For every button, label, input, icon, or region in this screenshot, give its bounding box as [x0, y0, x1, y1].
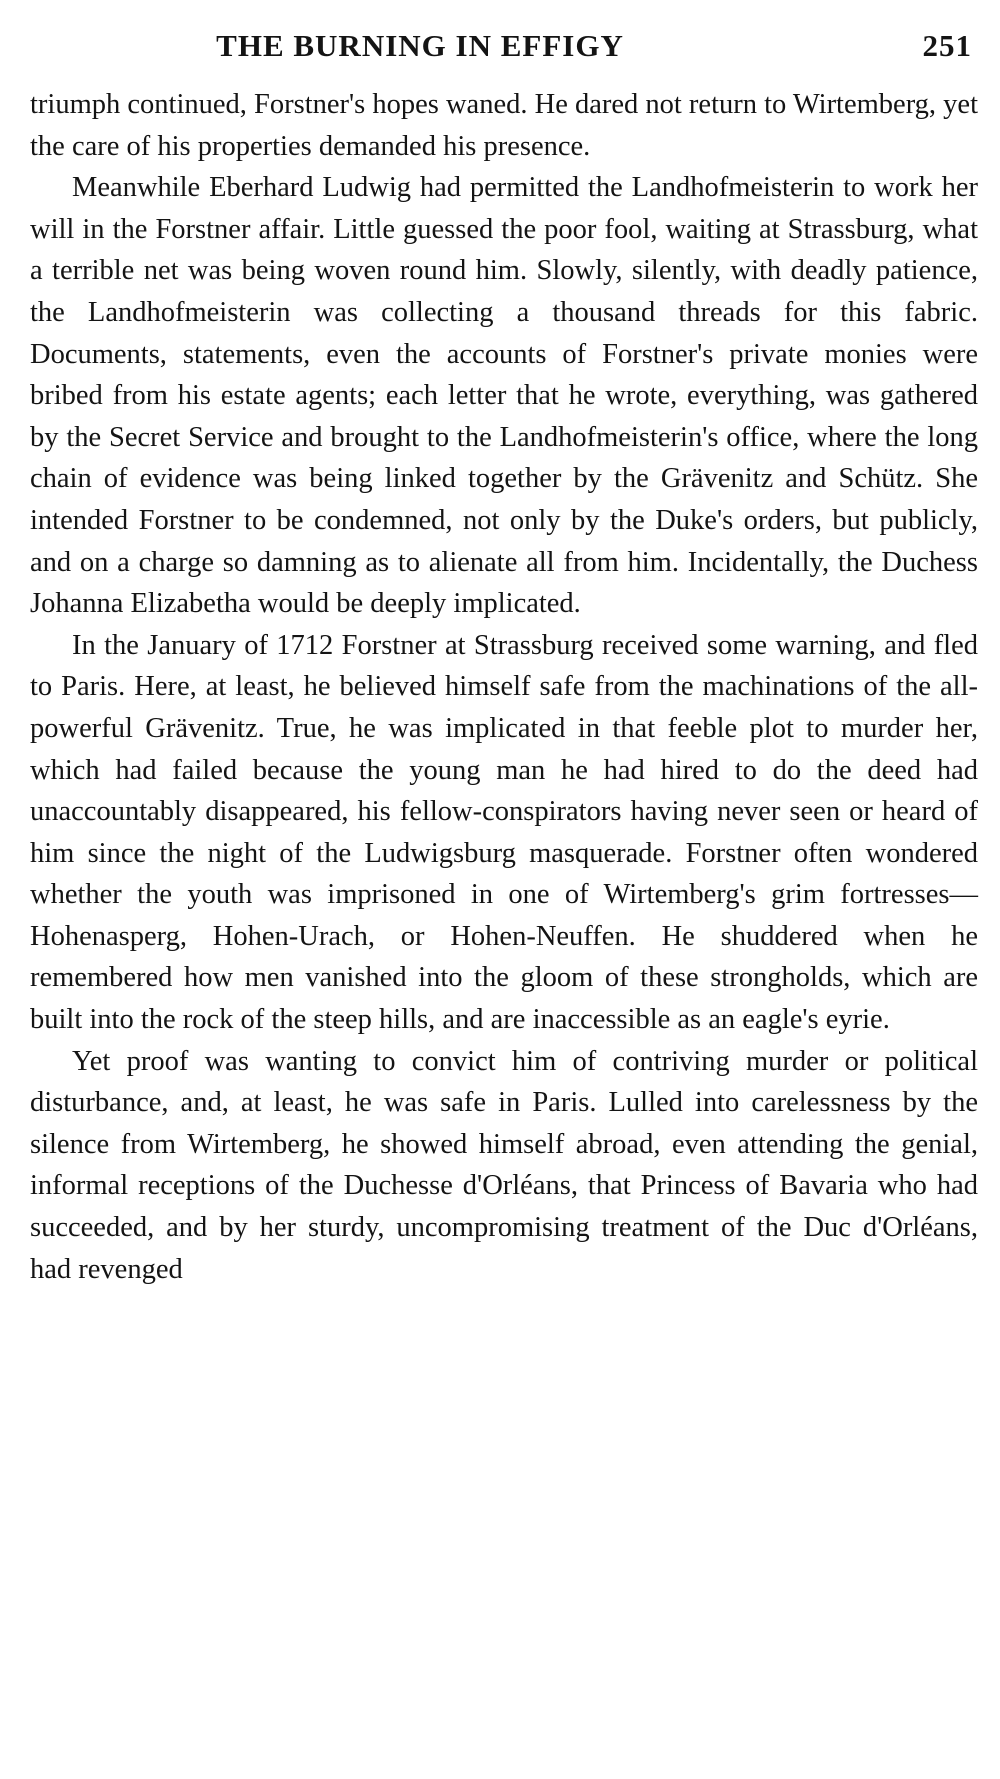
body-text	[30, 84, 978, 1290]
paragraph: In the January of 1712 Forstner at Strassburg received some warning, and fled to Paris. Here, at least, he believed himself safe from the machinations of the all-powerful Grävenitz. True, he was implicated in that feeble plot to murder her, which had failed because the young man he had hired to do the deed had unaccountably disappeared, his fellow-conspirators having never seen or heard of him since the night of the Ludwigsburg masquerade. Forstner often wondered whether the youth was imprisoned in one of Wirtemberg's grim fortresses—Hohenasperg, Hohen-Urach, or Hohen-Neuffen. He shuddered when he remembered how men vanished into the gloom of these strongholds, which are built into the rock of the steep hills, and are inaccessible as an eagle's eyrie.	[30, 629, 978, 1036]
book-page	[30, 24, 978, 1290]
paragraph: Meanwhile Eberhard Ludwig had permitted the Landhofmeisterin to work her will in the Forstner affair. Little guessed the poor fool, waiting at Strassburg, what a terrible net was being woven round him. Slowly, silently, with deadly patience, the Landhofmeisterin was collecting a thousand threads for this fabric. Documents, statements, even the accounts of Forstner's private monies were bribed from his estate agents; each letter that he wrote, everything, was gathered by the Secret Service and brought to the Landhofmeisterin's office, where the long chain of evidence was being linked together by the Grävenitz and Schütz. She intended Forstner to be condemned, not only by the Duke's orders, but publicly, and on a charge so damning as to alienate all from him. Incidentally, the Duchess Johanna Elizabetha would be deeply implicated.	[30, 172, 978, 620]
running-head	[30, 24, 978, 74]
chapter-title: THE BURNING IN EFFIGY	[216, 28, 624, 63]
page-number: 251	[922, 28, 972, 63]
paragraph-continued: triumph continued, Forstner's hopes waned. He dared not return to Wirtemberg, yet the care of his properties demanded his presence.	[30, 89, 978, 162]
paragraph: Yet proof was wanting to convict him of contriving murder or political disturbance, and, at least, he was safe in Paris. Lulled into carelessness by the silence from Wirtemberg, he showed himself abroad, even attending the genial, informal receptions of the Duchesse d'Orléans, that Princess of Bavaria who had succeeded, and by her sturdy, uncompromising treatment of the Duc d'Orléans, had revenged	[30, 1045, 978, 1285]
